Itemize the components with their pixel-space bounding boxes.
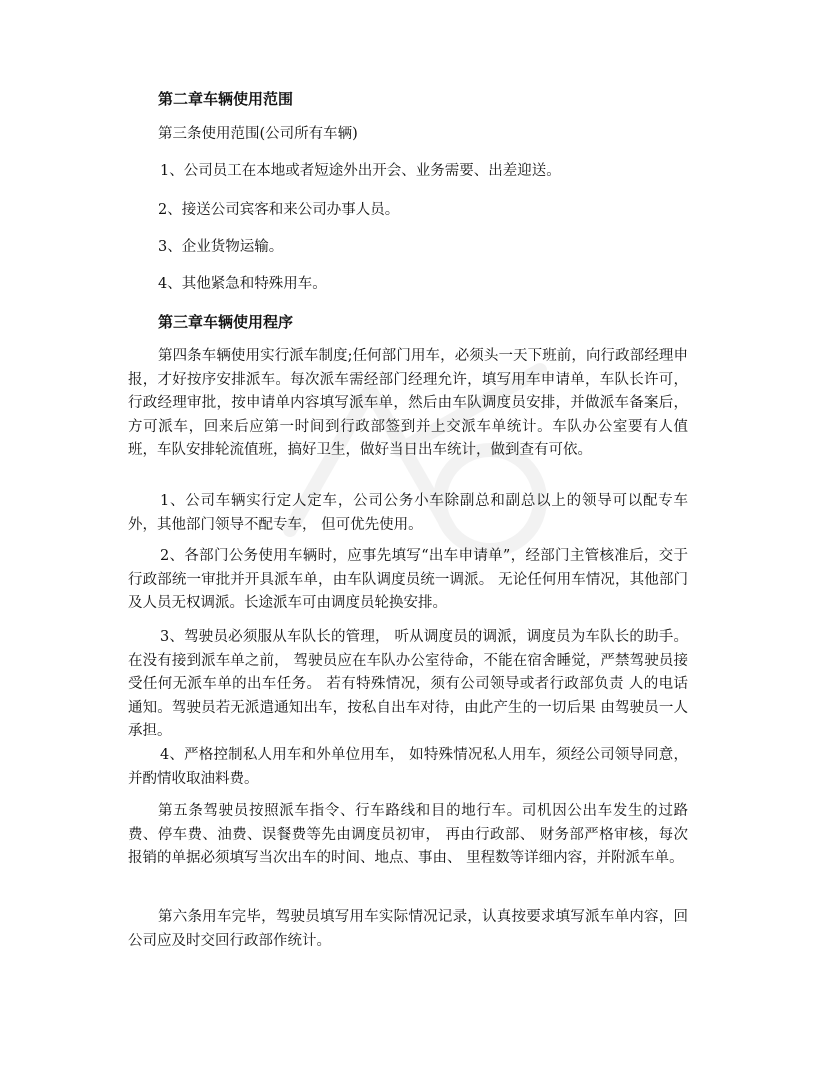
chapter-3-title: 第三章车辆使用程序: [158, 313, 294, 331]
procedure-item-1: 1、公司车辆实行定人定车，公司公务小车除副总和副总以上的领导可以配专车外，其他部门领导不配专车， 但可优先使用。: [128, 493, 688, 533]
article-4-paragraph: 第四条车辆使用实行派车制度;任何部门用车，必须头一天下班前，向行政部经理申报，才好按序安排派车。每次派车需经部门经理允许，填写用车申请单，车队长许可，行政经理审批，按申请单内容填写派车单，然后由车队调度员安排，并做派车备案后，方可派车，回来后应第一时间到行政部签到并上交派车单统计。车队办公室要有人值班，车队安排轮流值班，搞好卫生，做好当日出车统计，做到查有可依。: [128, 348, 688, 458]
article-3-heading: 第三条使用范围(公司所有车辆): [158, 126, 358, 142]
scope-item-2: 2、接送公司宾客和来公司办事人员。: [158, 202, 400, 218]
procedure-item-2: 2、各部门公务使用车辆时，应事先填写“出车申请单”，经部门主管核准后，交于行政部统一审批并开具派车单，由车队调度员统一调派。 无论任何用车情况，其他部门及人员无权调派。长途派车可由调度员轮换安排。: [128, 548, 688, 611]
chapter-2-title: 第二章车辆使用范围: [158, 90, 294, 108]
article-5-paragraph: 第五条驾驶员按照派车指令、行车路线和目的地行车。司机因公出车发生的过路费、停车费、油费、误餐费等先由调度员初审， 再由行政部、 财务部严格审核，每次报销的单据必须填写当次出车的时间、地点、事由、 里程数等详细内容，并附派车单。: [128, 803, 688, 866]
procedure-item-3: 3、驾驶员必须服从车队长的管理， 听从调度员的调派，调度员为车队长的助手。在没有接到派车单之前， 驾驶员应在车队办公室待命，不能在宿舍睡觉，严禁驾驶员接受任何无派车单的出车任务。 若有特殊情况，须有公司领导或者行政部负责 人的电话通知。驾驶员若无派遣通知出车，按私自出车对待，由此产生的一切后果 由驾驶员一人承担。: [128, 629, 688, 739]
article-6-paragraph: 第六条用车完毕，驾驶员填写用车实际情况记录，认真按要求填写派车单内容，回公司应及时交回行政部作统计。: [128, 909, 688, 949]
scope-item-4: 4、其他紧急和特殊用车。: [158, 276, 327, 292]
procedure-item-4: 4、严格控制私人用车和外单位用车， 如特殊情况私人用车，须经公司领导同意，并酌情收取油料费。: [128, 747, 688, 787]
scope-item-3: 3、企业货物运输。: [158, 239, 284, 255]
scope-item-1: 1、公司员工在本地或者短途外出开会、业务需要、出差迎送。: [160, 163, 561, 179]
